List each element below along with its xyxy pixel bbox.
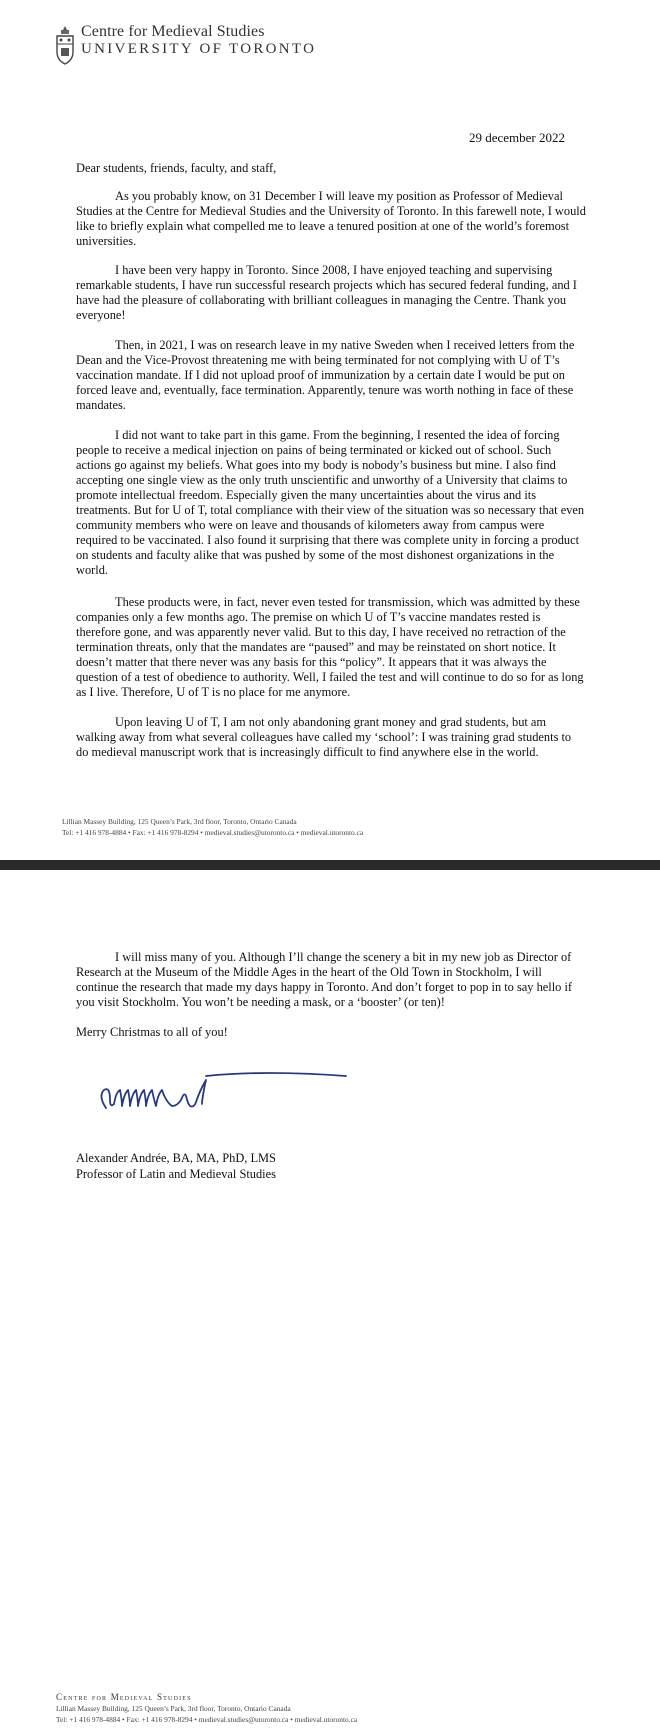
paragraph-5: These products were, in fact, never even tested for transmission, which was admitted by these companies only a few months ago. The premise on which U of T’s vaccine mandates rested is therefore gone, and was apparently never valid. But to this day, I have received no retraction of the termination threats, only that the mandates are “paused” and may be reinstated on short notice. It doesn’t matter that there never was any basis for this “policy”. It appears that it was always the question of a test of obedience to authority. Well, I failed the test and will continue to do so for as long as I live. Therefore, U of T is no place for me anymore. [76, 595, 584, 699]
signer-title: Professor of Latin and Medieval Studies [76, 1167, 276, 1181]
salutation: Dear students, friends, faculty, and staff, [76, 161, 277, 175]
letterhead-logo [55, 24, 316, 70]
footer-contact: Tel: +1 416 978-4884 • Fax: +1 416 978-8294 • medieval.studies@utoronto.ca • medieval.utoronto.ca [62, 828, 364, 837]
footer-contact: Tel: +1 416 978-4884 • Fax: +1 416 978-8294 • medieval.studies@utoronto.ca • medieval.utoronto.ca [56, 1715, 358, 1724]
letterhead-department: Centre for Medieval Studies [81, 23, 265, 40]
signer-name: Alexander Andrée, BA, MA, PhD, LMS [76, 1151, 276, 1165]
page-1-footer [62, 816, 363, 838]
paragraph-6: Upon leaving U of T, I am not only abandoning grant money and grad students, but am walking away from what several colleagues have called my ‘school’: I was training grad students to do medieval manuscript work that is increasingly difficult to find anywhere else in the world. [76, 715, 572, 759]
letter-date: 29 december 2022 [468, 130, 565, 145]
footer-org: Centre for Medieval Studies [56, 1692, 192, 1702]
footer-address: Lillian Massey Building, 125 Queen’s Park, 3rd floor, Toronto, Ontario Canada [62, 817, 297, 826]
paragraph-2: I have been very happy in Toronto. Since 2008, I have enjoyed teaching and supervising remarkable students, I have run successful research projects which has secured federal funding, and I have had the pleasure of collaborating with brilliant colleagues in managing the Centre. Thank you everyone! [76, 263, 577, 322]
paragraph-3: Then, in 2021, I was on research leave in my native Sweden when I received letters from the Dean and the Vice-Provost threatening me with being terminated for not complying with U of T’s vaccination mandate. If I did not upload proof of immunization by a certain date I would be put on forced leave and, eventually, face termination. Apparently, tenure was worth nothing in face of these mandates. [76, 338, 575, 412]
closing-line: Merry Christmas to all of you! [76, 1025, 228, 1039]
letter-page-1 [0, 0, 660, 860]
paragraph-1: As you probably know, on 31 December I will leave my position as Professor of Medieval Studies at the Centre for Medieval Studies and the University of Toronto. In this farewell note, I would like to briefly explain what compelled me to leave a tenured position at one of the world’s foremost universities. [76, 189, 586, 248]
footer-address: Lillian Massey Building, 125 Queen’s Park, 3rd floor, Toronto, Ontario Canada [56, 1704, 291, 1713]
paragraph-4: I did not want to take part in this game. From the beginning, I resented the idea of forcing people to receive a medical injection on pains of being terminated or kicked out of school. Such actions go against my beliefs. What goes into my body is nobody’s business but mine. I also find accepting one single view as the only truth unscientific and unworthy of a University that claims to promote intellectual freedom. Especially given the many uncertainties about the virus and its treatments. But for U of T, total compliance with their view of the situation was so necessary that even community members who were on leave and thousands of kilometers away from campus were required to be vaccinated. I also found it surprising that there was complete unity in forcing a product on students and faculty alike that was pushed by some of the most dishonest organizations in the world. [76, 428, 585, 577]
letter-page-2 [0, 870, 660, 1730]
handwritten-signature [86, 1060, 376, 1130]
page-2-footer [56, 1692, 357, 1725]
signer-block [76, 1150, 276, 1182]
page-divider [0, 860, 660, 870]
university-crest-icon [55, 24, 75, 70]
paragraph-7: I will miss many of you. Although I’ll change the scenery a bit in my new job as Director of Research at the Museum of the Middle Ages in the heart of the Old Town in Stockholm, I will continue the research that made my days happy in Toronto. And don’t forget to pop in to say hello if you visit Stockholm. You won’t be needing a mask, or a ‘booster’ (or ten)! [76, 950, 573, 1009]
letterhead-university: UNIVERSITY OF TORONTO [81, 41, 317, 57]
